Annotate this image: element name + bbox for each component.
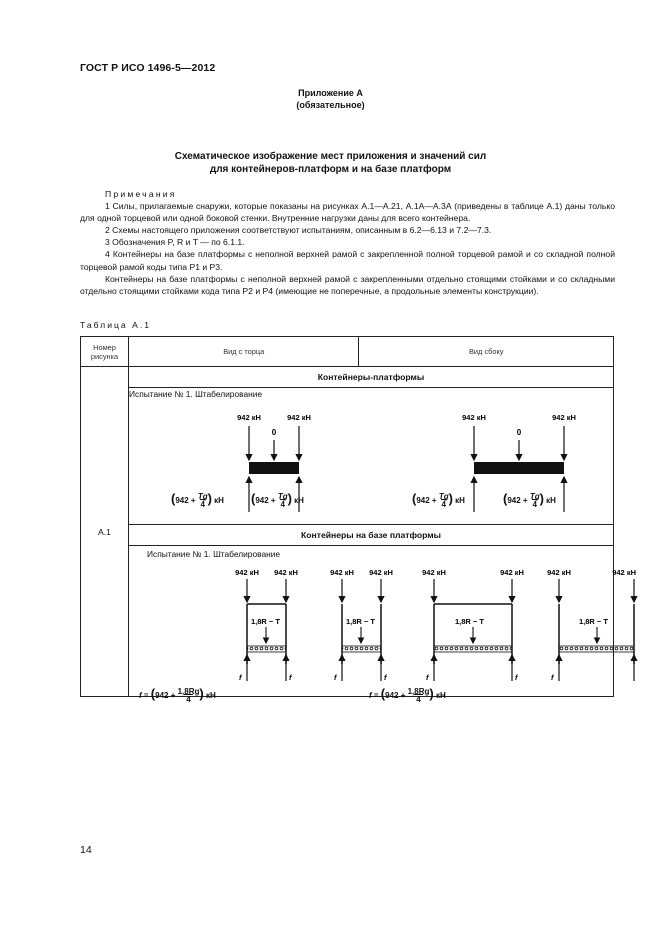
frac-num: Tg xyxy=(529,491,540,501)
standard-header: ГОСТ Р ИСО 1496-5—2012 xyxy=(80,62,216,74)
frac-num: Tg xyxy=(277,491,288,501)
notes-heading: Примечания xyxy=(105,189,177,199)
section-title-platform-based: Контейнеры на базе платформы xyxy=(129,525,614,546)
reaction-label: f xyxy=(334,673,337,682)
load-label: 942 кН xyxy=(287,413,311,422)
load-label: 942 кН xyxy=(330,568,354,577)
formula-bottom-end: $(942 + \frac{Tg}{4})$ кН xyxy=(171,491,224,509)
frac-den: 4 xyxy=(186,694,191,704)
frame-end-view-2 xyxy=(330,568,393,682)
zero-label: 0 xyxy=(271,428,277,437)
frame-side-view-1 xyxy=(422,568,524,682)
note-item: 1 Силы, прилагаемые снаружи, которые показаны на рисунках А.1—А.21, А.1А—А.3А (приведены в таблице А.1) даны только для одной торцевой или одной боковой стенки. Внутренние нагрузки даны для всего контейнера. xyxy=(80,201,615,224)
frac-num: Tg xyxy=(197,491,208,501)
reaction-label: f xyxy=(551,673,554,682)
col-header-figure-text: Номер рисунка xyxy=(90,342,119,361)
note-item: 3 Обозначения P, R и T — по 6.1.1. xyxy=(105,237,245,248)
reaction-label: f xyxy=(515,673,518,682)
figure-table xyxy=(80,336,636,704)
appendix-status: (обязательное) xyxy=(296,100,365,110)
load-label: 942 кН xyxy=(235,568,259,577)
diagram-platforms xyxy=(129,400,614,525)
note-item: 4 Контейнеры на базе платформы с неполной верхней рамой с закрепленной полной торцевой рамой и со складной полной торцевой рамой коды типа Р1 и Р3. xyxy=(80,249,615,272)
table-caption: Таблица А.1 xyxy=(80,320,151,330)
platform-based-diagram-svg xyxy=(129,561,636,695)
load-label: 942 кН xyxy=(274,568,298,577)
inner-force-label: 1,8R − T xyxy=(455,617,484,626)
reaction-label: f xyxy=(289,673,292,682)
inner-force-label: 1,8R − T xyxy=(251,617,280,626)
col-header-side-view: Вид сбоку xyxy=(359,337,614,367)
reaction-label: f xyxy=(426,673,429,682)
formula-reaction-side: $f = (942 + \frac{1,8Rg}{4})$ кН xyxy=(369,686,446,704)
frac-num: 1,8Rg xyxy=(177,686,200,696)
figure-number: А.1 xyxy=(81,367,129,697)
frac-num: Tg xyxy=(438,491,449,501)
page-number: 14 xyxy=(80,844,92,856)
appendix-title: Приложение А xyxy=(298,88,363,98)
platform-bar xyxy=(474,462,564,474)
frac-den: 4 xyxy=(441,499,446,509)
note-item: 2 Схемы настоящего приложения соответствуют испытаниям, описанным в 6.2—6.13 и 7.2—7.3. xyxy=(105,225,492,236)
platform-bar xyxy=(249,462,299,474)
formula-bottom-end: $(942 + \frac{Tg}{4})$ кН xyxy=(251,491,304,509)
col-header-figure xyxy=(81,337,129,367)
frame-side-view-2 xyxy=(547,568,636,682)
load-label: 942 кН xyxy=(422,568,446,577)
section1-test-label: Испытание № 1. Штабелирование xyxy=(129,388,614,401)
frame-end-view-1 xyxy=(235,568,298,682)
note-item: Контейнеры на базе платформы с неполной верхней рамой с закрепленными отдельно стоящими стойками и со складными отдельно стоящими стойками кода типа Р2 и Р4 (имеющие не поперечные, а продольные элементы конструкции). xyxy=(80,273,615,296)
frac-den: 4 xyxy=(200,499,205,509)
zero-label: 0 xyxy=(516,428,522,437)
formula-reaction-end: $f = (942 + \frac{1,8Rg}{4})$ кН xyxy=(139,686,216,704)
frac-den: 4 xyxy=(280,499,285,509)
diagram-platform-based xyxy=(129,546,636,704)
inner-force-label: 1,8R − T xyxy=(346,617,375,626)
page-title xyxy=(0,150,661,176)
formula-bottom-side: $(942 + \frac{Tg}{4})$ кН xyxy=(412,491,465,509)
load-label: 942 кН xyxy=(547,568,571,577)
inner-force-label: 1,8R − T xyxy=(579,617,608,626)
frac-den: 4 xyxy=(416,694,421,704)
load-label: 942 кН xyxy=(462,413,486,422)
load-label: 942 кН xyxy=(500,568,524,577)
frac-num: 1,8Rg xyxy=(407,686,430,696)
col-header-end-view: Вид с торца xyxy=(129,337,359,367)
load-label: 942 кН xyxy=(369,568,393,577)
load-label: 942 кН xyxy=(612,568,636,577)
title-line-1: Схематическое изображение мест приложения и значений сил xyxy=(174,151,487,162)
title-line-2: для контейнеров-платформ и на базе платформ xyxy=(209,164,452,175)
reaction-label: f xyxy=(384,673,387,682)
formula-bottom-side: $(942 + \frac{Tg}{4})$ кН xyxy=(503,491,556,509)
appendix-heading xyxy=(0,87,661,111)
load-label: 942 кН xyxy=(552,413,576,422)
reaction-label: f xyxy=(239,673,242,682)
frac-den: 4 xyxy=(532,499,537,509)
section-title-platforms: Контейнеры-платформы xyxy=(129,367,614,388)
load-label: 942 кН xyxy=(237,413,261,422)
section2-test-label: Испытание № 1. Штабелирование xyxy=(147,549,281,559)
notes-block xyxy=(80,188,615,297)
